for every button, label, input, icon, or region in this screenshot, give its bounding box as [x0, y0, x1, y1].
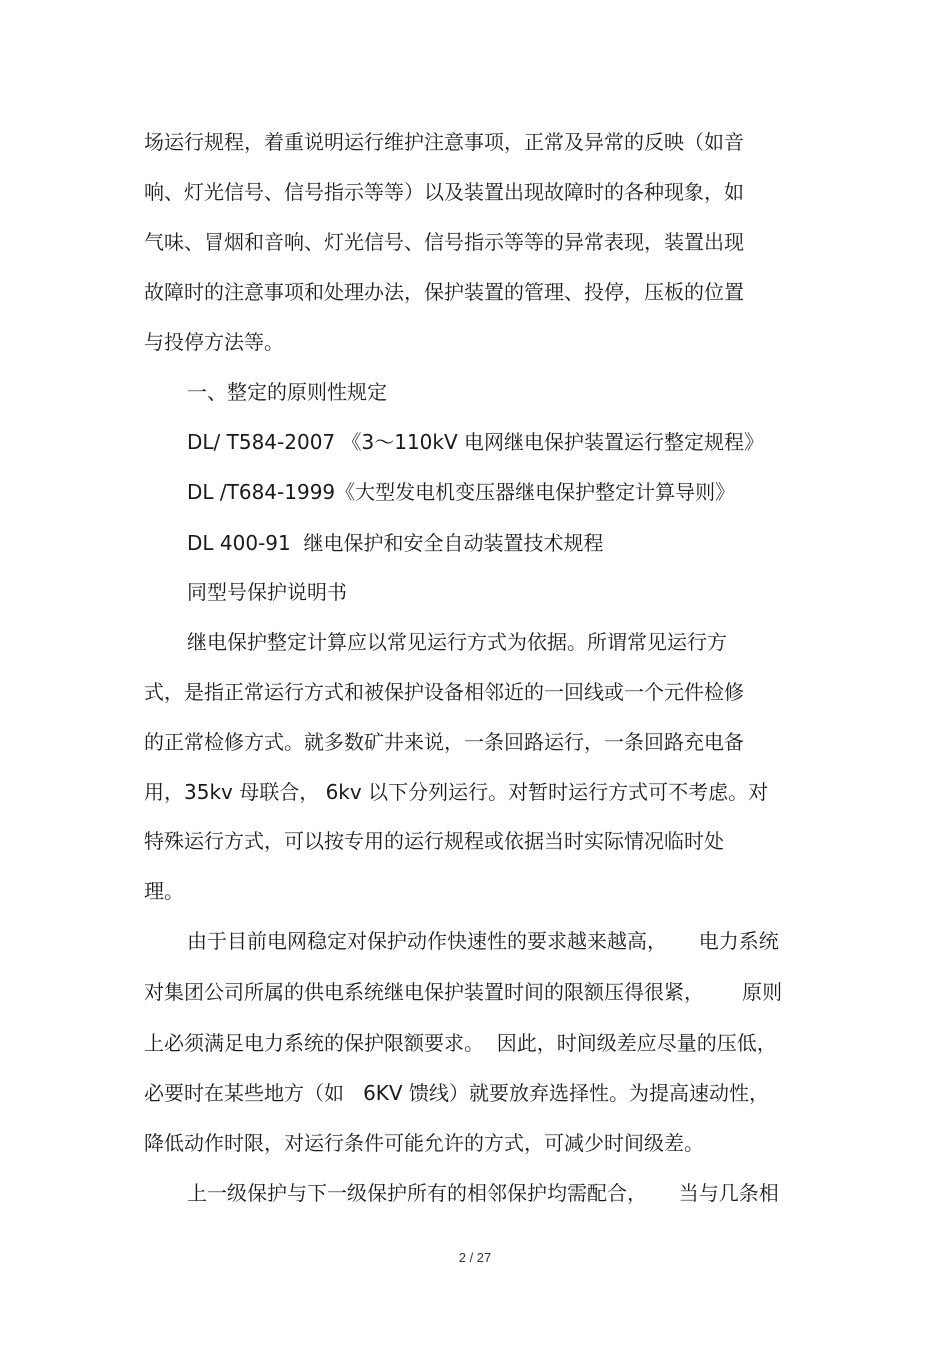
paragraph-line: 对集团公司所属的供电系统继电保护装置时间的限额压得很紧， 原则 — [144, 980, 783, 1004]
paragraph-line: 降低动作时限，对运行条件可能允许的方式，可减少时间级差。 — [144, 1131, 704, 1155]
paragraph-line: 继电保护整定计算应以常见运行方式为依据。所谓常见运行方 — [187, 630, 727, 654]
paragraph-line: 与投停方法等。 — [144, 330, 284, 354]
paragraph-line: 用，35kv 母联合， 6kv 以下分列运行。对暂时运行方式可不考虑。对 — [144, 780, 769, 804]
section-heading: 一、整定的原则性规定 — [187, 380, 387, 404]
page-number: 2 / 27 — [458, 1250, 492, 1265]
paragraph-line: 故障时的注意事项和处理办法，保护装置的管理、投停，压板的位置 — [144, 280, 744, 304]
paragraph-line: 的正常检修方式。就多数矿井来说，一条回路运行，一条回路充电备 — [144, 730, 744, 754]
paragraph-line: 由于目前电网稳定对保护动作快速性的要求越来越高， 电力系统 — [187, 929, 779, 953]
paragraph-line: 气味、冒烟和音响、灯光信号、信号指示等等的异常表现，装置出现 — [144, 230, 744, 254]
paragraph-line: 理。 — [144, 879, 184, 903]
paragraph-line: 上一级保护与下一级保护所有的相邻保护均需配合， 当与几条相 — [187, 1181, 779, 1205]
reference-line: DL /T684-1999《大型发电机变压器继电保护整定计算导则》 — [187, 480, 736, 504]
reference-line: DL 400-91 继电保护和安全自动装置技术规程 — [187, 531, 604, 555]
reference-line: 同型号保护说明书 — [187, 580, 347, 604]
paragraph-line: 场运行规程，着重说明运行维护注意事项，正常及异常的反映（如音 — [144, 130, 744, 154]
paragraph-line: 响、灯光信号、信号指示等等）以及装置出现故障时的各种现象，如 — [144, 180, 744, 204]
paragraph-line: 必要时在某些地方（如 6KV 馈线）就要放弃选择性。为提高速动性， — [144, 1081, 769, 1105]
paragraph-line: 式，是指正常运行方式和被保护设备相邻近的一回线或一个元件检修 — [144, 680, 744, 704]
paragraph-line: 特殊运行方式，可以按专用的运行规程或依据当时实际情况临时处 — [144, 829, 724, 853]
paragraph-line: 上必须满足电力系统的保护限额要求。 因此，时间级差应尽量的压低， — [144, 1031, 777, 1055]
reference-line: DL/ T584-2007 《3～110kV 电网继电保护装置运行整定规程》 — [187, 430, 765, 454]
